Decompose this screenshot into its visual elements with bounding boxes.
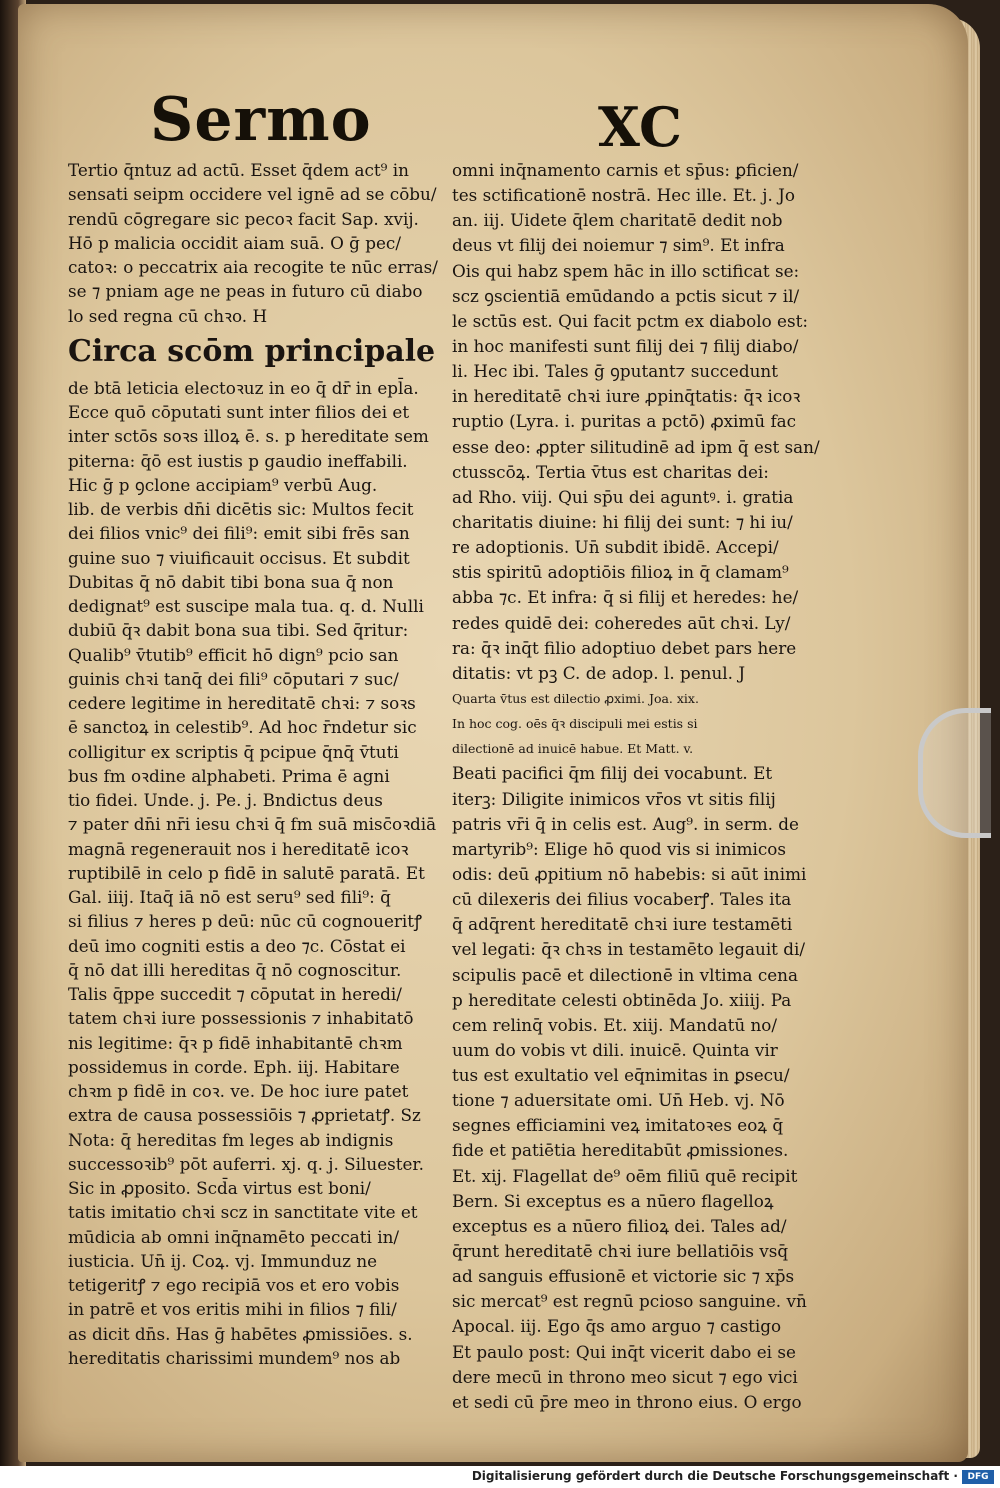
text-line: lo sed regna cū chꝛo. H (68, 305, 268, 326)
text-line: redes quidē dei: coheredes aūt chꝛi. Ly/ (452, 612, 791, 633)
text-line: tione ⁊ aduersitate omi. Un̄ Heb. vj. Nō (452, 1090, 785, 1111)
text-line: guinis chꝛi tanq̄ dei fili⁹ cōputari ⁊ suc/ (68, 668, 399, 689)
text-line: scz ꝯscientiā emūdando a pctis sicut ⁊ il/ (452, 285, 800, 306)
text-line: Tertio q̄ntuz ad actū. Esset q̄dem act⁹ in (68, 160, 409, 180)
digitization-footer (0, 1466, 1000, 1488)
text-line: p hereditate celesti obtinēda Jo. xiiij. Pa (452, 989, 792, 1010)
text-line: in hoc manifesti sunt filij dei ⁊ filij diabo/ (452, 335, 799, 356)
text-line: ctusscōꝝ. Tertia v̄tus est charitas dei: (452, 461, 769, 482)
text-line: se ⁊ pniam age ne peas in futuro cū diabo (68, 281, 423, 302)
text-line: In hoc cog. oēs q̄ꝛ discipuli mei estis si (452, 716, 698, 732)
text-line: Quarta v̄tus est dilectio ꝓximi. Joa. xix. (452, 690, 699, 706)
text-line: Gal. iiij. Itaq̄ iā nō est seru⁹ sed fili⁹: q̄ (68, 887, 391, 907)
text-line: dubiū q̄ꝛ dabit bona sua tibi. Sed q̄ritur: (68, 620, 409, 641)
text-line: Ois qui habz spem hāc in illo sctificat se: (452, 260, 800, 281)
text-line: de btā leticia electoꝛuz in eo q̄ dr̄ in epl̄a. (68, 377, 419, 398)
text-line: ra: q̄ꝛ inq̄t filio adoptiuo debet pars here (452, 637, 797, 658)
text-line: piterna: q̄ō est iustis p gaudio ineffabili. (68, 450, 408, 471)
text-line: q̄runt hereditatē chꝛi iure bellatiōis vsq̄ (452, 1241, 789, 1262)
text-line: lib. de verbis dn̄i dicētis sic: Multos fecit (68, 499, 414, 519)
text-line: segnes efficiamini veꝝ imitatoꝛes eoꝝ q̄ (452, 1115, 784, 1136)
section-heading: Circa scōm principale (68, 333, 436, 369)
text-line: Et paulo post: Qui inq̄t vicerit dabo ei se (452, 1341, 796, 1362)
text-line: stis spiritū adoptiōis filioꝝ in q̄ clamam⁹ (452, 562, 789, 583)
text-line: tatem chꝛi iure possessionis ⁊ inhabitatō (68, 1008, 414, 1029)
text-line: q̄ adq̄rent hereditatē chꝛi iure testamēti (452, 914, 793, 935)
text-line: dere mecū in throno meo sicut ⁊ ego vici (452, 1366, 798, 1387)
text-line: Talis q̄ppe succedit ⁊ cōputat in heredi/ (68, 984, 402, 1004)
text-line: in patrē et vos eritis mihi in filios ⁊ fili/ (68, 1299, 397, 1320)
text-line: tes sctificationē nostrā. Hec ille. Et. j. Jo (452, 185, 795, 206)
text-line: as dicit dn̄s. Has ḡ habētes ꝓmissiōes. s. (68, 1323, 413, 1344)
text-line: Apocal. iij. Ego q̄s amo arguo ⁊ castigo (452, 1316, 782, 1337)
text-line: Dubitas q̄ nō dabit tibi bona sua q̄ non (68, 571, 394, 592)
text-line: inter sctōs soꝛs illoꝝ ē. s. p hereditate sem (68, 426, 429, 447)
text-line: successoꝛib⁹ pōt auferri. xj. q. j. Siluester. (68, 1153, 424, 1174)
text-line: deū imo cogniti estis a deo ⁊c. Cōstat ei (68, 935, 406, 956)
text-line: possidemus in corde. Eph. iij. Habitare (68, 1056, 400, 1077)
text-line: tetigeritꝭ ⁊ ego recipiā vos et ero vobis (68, 1275, 400, 1295)
text-line: abba ⁊c. Et infra: q̄ si filij et heredes: he/ (452, 587, 799, 608)
footer-credit: Digitalisierung gefördert durch die Deutsche Forschungsgemeinschaft · (471, 1469, 958, 1483)
text-line: dedignat⁹ est suscipe mala tua. q. d. Nulli (68, 596, 424, 616)
text-line: bus fm oꝛdine alphabeti. Prima ē agni (68, 765, 390, 786)
text-line: uum do vobis vt dili. inuicē. Quinta vir (452, 1039, 778, 1060)
text-line: colligitur ex scriptis q̄ pcipue q̄nq̄ v̄tuti (68, 741, 399, 762)
text-line: et sedi cū p̄re meo in throno eius. O ergo (452, 1391, 802, 1412)
text-line: Hic ḡ p ꝯclone accipiam⁹ verbū Aug. (68, 474, 378, 495)
text-line: cedere legitime in hereditatē chꝛi: ⁊ soꝛs (68, 693, 416, 713)
text-line: li. Hec ibi. Tales ḡ ꝯputant⁊ succedunt (452, 361, 778, 382)
text-line: chꝛm p fidē in coꝛ. ve. De hoc iure patet (68, 1081, 409, 1101)
text-line: ē sanctoꝝ in celestib⁹. Ad hoc r̄ndetur sic (68, 717, 417, 738)
text-line: ruptibilē in celo p fidē in salutē paratā. Et (68, 862, 425, 883)
text-line: cū dilexeris dei filius vocaberꝭ. Tales ita (452, 889, 792, 910)
text-line: an. iij. Uidete q̄lem charitatē dedit nob (452, 210, 783, 231)
paper-clip (918, 708, 991, 838)
text-line: scipulis pacē et dilectionē in vltima cena (452, 964, 798, 985)
text-line: tatis imitatio chꝛi scz in sanctitate vite et (68, 1202, 418, 1223)
text-line: omni inq̄namento carnis et sp̄us: ꝑficien/ (452, 160, 799, 180)
text-line: ⁊ pater dn̄i nr̄i iesu chꝛi q̄ fm suā misc̄oꝛdiā (68, 814, 437, 835)
text-line: rendū cōgregare sic pecoꝛ facit Sap. xvij. (68, 208, 419, 229)
text-line: Hō p malicia occidit aiam suā. O ḡ pec/ (68, 232, 401, 253)
text-line: iterꝫ: Diligite inimicos vr̄os vt sitis filij (452, 788, 776, 809)
text-line: mūdicia ab omni inq̄namēto peccati in/ (68, 1226, 400, 1247)
text-line: patris vr̄i q̄ in celis est. Aug⁹. in serm. de (452, 813, 799, 834)
text-line: le sctūs est. Qui facit pctm ex diabolo est: (452, 310, 808, 331)
text-line: deus vt filij dei noiemur ⁊ sim⁹. Et infra (452, 235, 785, 256)
text-line: nis legitime: q̄ꝛ p fidē inhabitantē chꝛm (68, 1032, 403, 1053)
text-line: catoꝛ: o peccatrix aia recogite te nūc erras/ (68, 257, 438, 277)
text-line: Nota: q̄ hereditas fm leges ab indignis (68, 1129, 394, 1150)
text-line: cem relinq̄ vobis. Et. xiij. Mandatū no/ (452, 1014, 778, 1035)
text-line: ditatis: vt pꝫ C. de adop. l. penul. J (452, 662, 746, 683)
text-line: ad sanguis effusionē et victorie sic ⁊ xp̄s (452, 1266, 795, 1287)
text-line: ad Rho. viij. Qui sp̄u dei aguntꝰ. i. gratia (452, 486, 794, 507)
text-line: Et. xij. Flagellat de⁹ oēm filiū quē recipit (452, 1165, 798, 1186)
text-line: odis: deū ꝓpitium nō habebis: si aūt inimi (452, 863, 807, 884)
text-line: magnā regenerauit nos i hereditatē icoꝛ (68, 838, 409, 859)
text-line: vel legati: q̄ꝛ chꝛs in testamēto legauit di/ (452, 939, 806, 960)
text-line: Bern. Si exceptus es a nūero flagelloꝝ (452, 1190, 774, 1211)
text-line: Beati pacifici q̄m filij dei vocabunt. Et (452, 763, 773, 784)
text-line: dei filios vnic⁹ dei fili⁹: emit sibi frēs san (68, 523, 410, 544)
text-line: sensati seipm occidere vel ignē ad se cōbu/ (68, 184, 437, 205)
text-line: fide et patiētia hereditabūt ꝓmissiones. (452, 1140, 789, 1161)
text-line: esse deo: ꝓpter silitudinē ad ipm q̄ est san/ (452, 436, 820, 457)
text-line: dilectionē ad inuicē habue. Et Matt. v. (452, 741, 694, 757)
text-line: Ecce quō cōputati sunt inter filios dei et (68, 402, 410, 422)
running-head-left: Sermo (150, 85, 372, 155)
left-text-column (68, 158, 438, 1370)
text-line: Qualib⁹ v̄tutib⁹ efficit hō dign⁹ pcio san (68, 644, 399, 665)
right-text-column (452, 158, 822, 1415)
text-line: si filius ⁊ heres p deū: nūc cū cognoueritꝭ (68, 911, 422, 932)
text-line: extra de causa possessiōis ⁊ ꝓprietatꝭ. Sz (68, 1105, 421, 1126)
text-line: Sic in ꝓposito. Scd̄a virtus est boni/ (68, 1178, 371, 1198)
text-line: tus est exultatio vel eq̄nimitas in ꝑsecu/ (452, 1065, 790, 1086)
text-line: exceptus es a nūero filioꝝ dei. Tales ad/ (452, 1215, 787, 1236)
text-line: iusticia. Un̄ ij. Coꝝ. vj. Immunduz ne (68, 1250, 378, 1271)
text-line: re adoptionis. Un̄ subdit ibidē. Accepi/ (452, 537, 779, 558)
text-line: hereditatis charissimi mundem⁹ nos ab (68, 1347, 401, 1368)
dfg-logo: DFG (962, 1470, 994, 1484)
text-line: q̄ nō dat illi hereditas q̄ nō cognoscitur. (68, 959, 402, 980)
text-line: guine suo ⁊ viuificauit occisus. Et subdit (68, 547, 410, 568)
text-line: tio fidei. Unde. j. Pe. j. Bndictus deus (68, 790, 383, 810)
running-head-right: XC (598, 95, 682, 159)
text-line: in hereditatē chꝛi iure ꝓpinq̄tatis: q̄ꝛ icoꝛ (452, 386, 801, 407)
text-line: martyrib⁹: Elige hō quod vis si inimicos (452, 838, 787, 859)
text-line: sic mercat⁹ est regnū pcioso sanguine. vn̄ (452, 1291, 807, 1312)
text-line: charitatis diuine: hi filij dei sunt: ⁊ hi iu/ (452, 511, 793, 532)
text-line: ruptio (Lyra. i. puritas a pctō) ꝓximū fac (452, 411, 797, 432)
